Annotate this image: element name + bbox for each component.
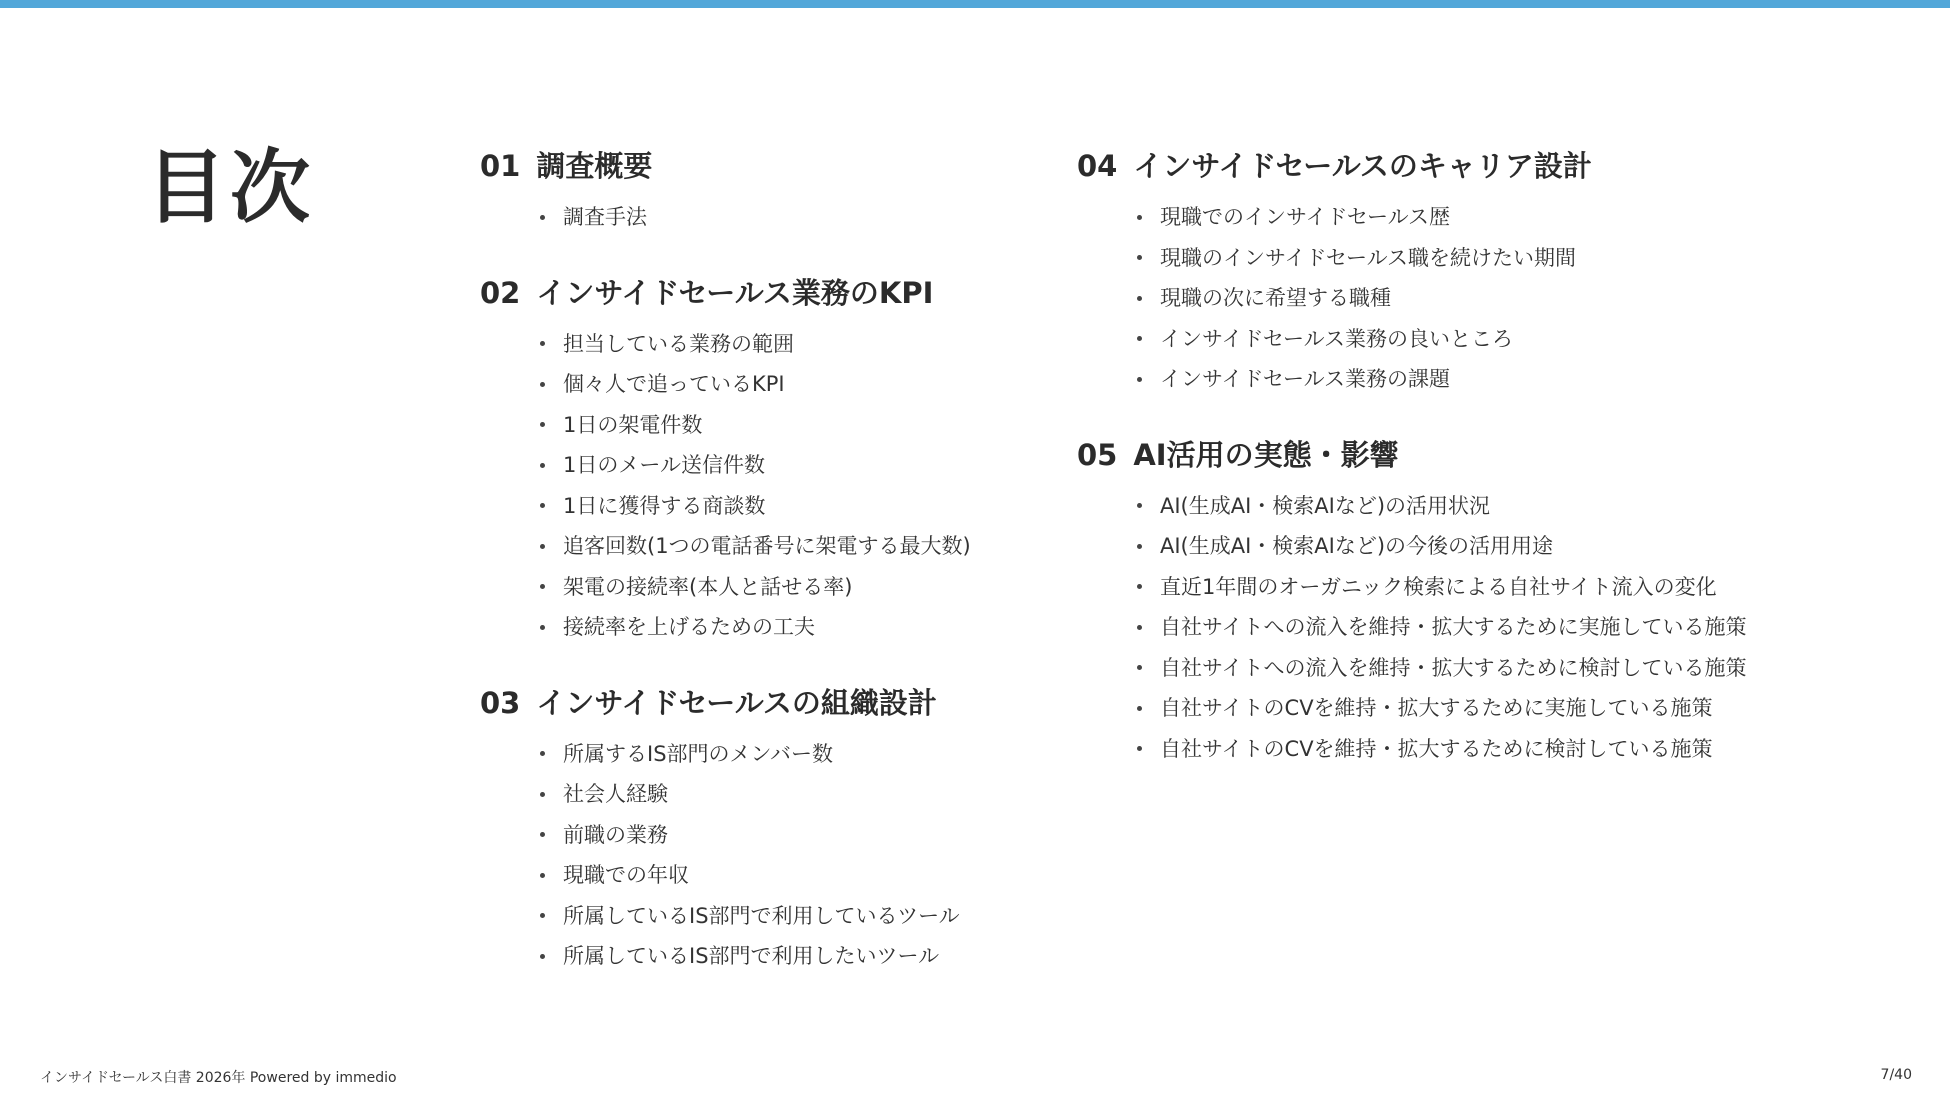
bullet-icon	[1137, 665, 1142, 670]
section-title: 調査概要	[536, 149, 653, 183]
list-item	[1137, 278, 1937, 319]
bullet-icon	[540, 503, 545, 508]
list-item	[1137, 688, 1937, 729]
list-item	[540, 896, 1060, 937]
list-item-label: 1日の架電件数	[563, 412, 703, 437]
section-heading	[1077, 145, 1937, 187]
bullet-icon	[1137, 584, 1142, 589]
list-item	[540, 405, 1060, 446]
footer-credit: インサイドセールス白書 2026年 Powered by immedio	[40, 1070, 397, 1086]
list-item	[1137, 486, 1937, 527]
bullet-icon	[1137, 296, 1142, 301]
bullet-icon	[1137, 746, 1142, 751]
list-item-label: 個々人で追っているKPI	[563, 372, 785, 396]
list-item-label: 所属するIS部門のメンバー数	[563, 741, 834, 766]
list-item-label: 1日のメール送信件数	[563, 453, 765, 477]
list-item-label: AI(生成AI・検索AIなど)の活用状況	[1160, 493, 1491, 518]
toc-section	[480, 272, 1060, 648]
bullet-icon	[540, 382, 545, 387]
bullet-icon	[1137, 706, 1142, 711]
list-item-label: 調査手法	[563, 205, 647, 229]
list-item	[1137, 197, 1937, 238]
toc-section	[1077, 145, 1937, 400]
list-item-label: インサイドセールス業務の良いところ	[1160, 326, 1514, 351]
top-accent-bar	[0, 0, 1950, 8]
list-item	[540, 197, 1060, 238]
section-heading	[480, 272, 1060, 314]
list-item-label: 担当している業務の範囲	[563, 331, 794, 356]
toc-section	[480, 682, 1060, 977]
list-item-label: 直近1年間のオーガニック検索による自社サイト流入の変化	[1160, 574, 1717, 599]
toc-column-right	[1077, 145, 1937, 803]
list-item	[1137, 359, 1937, 400]
bullet-icon	[540, 463, 545, 468]
list-item	[540, 445, 1060, 486]
toc-section	[480, 145, 1060, 238]
list-item-label: 社会人経験	[563, 782, 668, 806]
list-item-label: 自社サイトのCVを維持・拡大するために実施している施策	[1160, 696, 1713, 720]
list-item	[540, 936, 1060, 977]
bullet-icon	[1137, 255, 1142, 260]
list-item	[540, 486, 1060, 527]
bullet-icon	[540, 544, 545, 549]
section-number: 01	[480, 149, 521, 183]
list-item	[1137, 729, 1937, 770]
bullet-icon	[540, 792, 545, 797]
bullet-icon	[1137, 377, 1142, 382]
list-item-label: 現職のインサイドセールス職を続けたい期間	[1160, 245, 1577, 270]
list-item-label: 現職の次に希望する職種	[1160, 286, 1391, 310]
list-item-label: 現職でのインサイドセールス歴	[1160, 205, 1451, 229]
list-item	[1137, 526, 1937, 567]
bullet-icon	[540, 873, 545, 878]
section-item-list	[480, 197, 1060, 238]
section-item-list	[480, 734, 1060, 977]
list-item	[540, 567, 1060, 608]
bullet-icon	[1137, 336, 1142, 341]
list-item-label: 1日に獲得する商談数	[563, 493, 766, 518]
list-item	[540, 774, 1060, 815]
section-title: インサイドセールス業務のKPI	[536, 275, 934, 310]
list-item-label: 架電の接続率(本人と話せる率)	[563, 574, 853, 599]
bullet-icon	[540, 215, 545, 220]
section-item-list	[1077, 197, 1937, 400]
list-item-label: 所属しているIS部門で利用しているツール	[563, 903, 960, 928]
bullet-icon	[540, 913, 545, 918]
list-item	[1137, 648, 1937, 689]
list-item	[540, 364, 1060, 405]
section-number: 04	[1077, 149, 1118, 183]
bullet-icon	[540, 751, 545, 756]
list-item	[540, 734, 1060, 775]
list-item-label: 現職での年収	[563, 863, 689, 887]
list-item	[1137, 607, 1937, 648]
list-item-label: 自社サイトのCVを維持・拡大するために検討している施策	[1160, 736, 1713, 761]
list-item	[540, 607, 1060, 648]
list-item-label: 追客回数(1つの電話番号に架電する最大数)	[563, 534, 971, 558]
list-item-label: 自社サイトへの流入を維持・拡大するために検討している施策	[1160, 655, 1747, 680]
list-item	[1137, 319, 1937, 360]
bullet-icon	[540, 832, 545, 837]
bullet-icon	[1137, 544, 1142, 549]
bullet-icon	[1137, 215, 1142, 220]
list-item-label: 接続率を上げるための工夫	[563, 615, 815, 639]
section-title: インサイドセールスの組織設計	[536, 685, 937, 720]
bullet-icon	[1137, 625, 1142, 630]
bullet-icon	[1137, 503, 1142, 508]
section-heading	[480, 682, 1060, 724]
page-title: 目次	[146, 141, 314, 234]
bullet-icon	[540, 422, 545, 427]
list-item	[540, 815, 1060, 856]
page-number: 7/40	[1880, 1067, 1912, 1083]
section-heading	[480, 145, 1060, 187]
section-number: 05	[1077, 437, 1118, 472]
section-heading	[1077, 434, 1937, 476]
section-number: 03	[480, 685, 521, 720]
section-item-list	[480, 324, 1060, 648]
list-item-label: AI(生成AI・検索AIなど)の今後の活用用途	[1160, 534, 1554, 558]
bullet-icon	[540, 625, 545, 630]
list-item	[540, 855, 1060, 896]
list-item-label: 自社サイトへの流入を維持・拡大するために実施している施策	[1160, 615, 1747, 639]
list-item-label: インサイドセールス業務の課題	[1160, 367, 1451, 391]
section-item-list	[1077, 486, 1937, 770]
section-number: 02	[480, 275, 521, 310]
bullet-icon	[540, 954, 545, 959]
list-item	[1137, 567, 1937, 608]
bullet-icon	[540, 341, 545, 346]
section-title: インサイドセールスのキャリア設計	[1133, 149, 1592, 183]
bullet-icon	[540, 584, 545, 589]
toc-column-left	[480, 145, 1060, 1011]
list-item	[540, 324, 1060, 365]
list-item	[1137, 238, 1937, 279]
section-title: AI活用の実態・影響	[1133, 437, 1399, 472]
toc-section	[1077, 434, 1937, 770]
list-item-label: 前職の業務	[563, 822, 668, 847]
list-item-label: 所属しているIS部門で利用したいツール	[563, 944, 940, 968]
list-item	[540, 526, 1060, 567]
